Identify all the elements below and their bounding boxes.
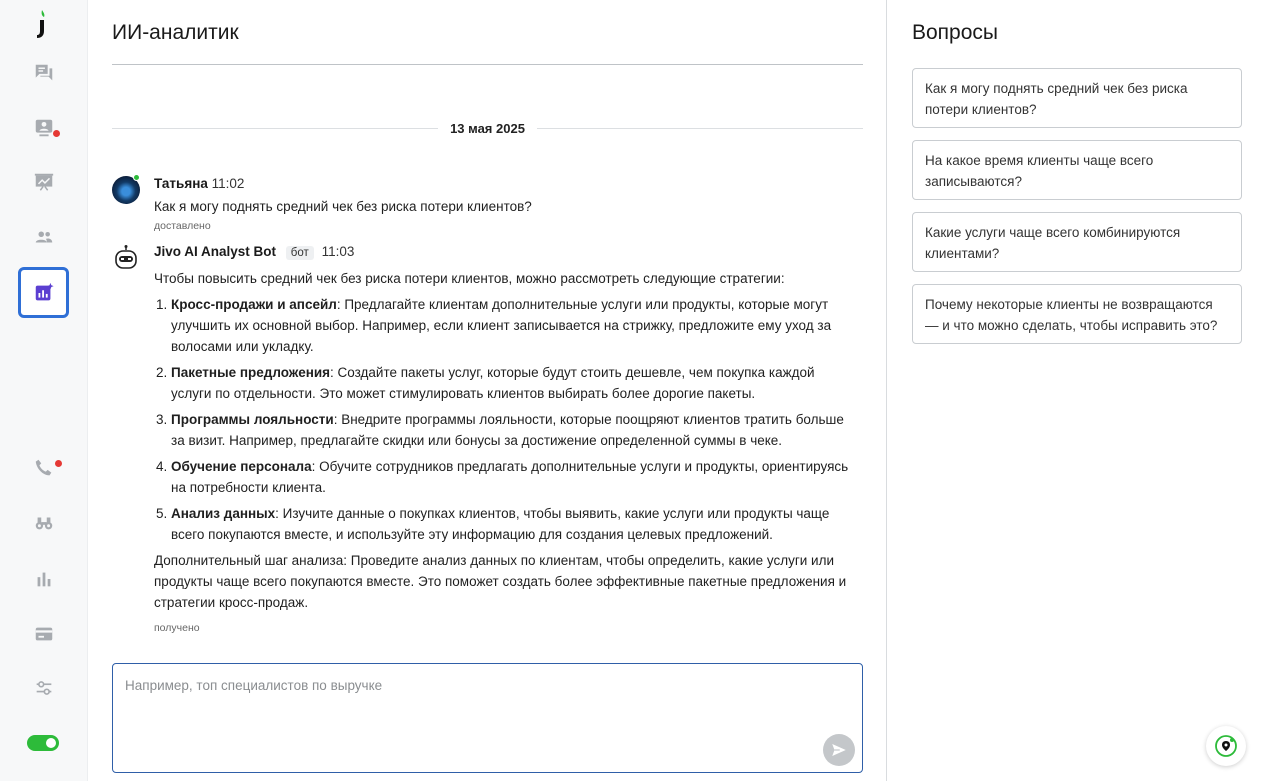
message-header [154, 244, 354, 260]
date-label: 13 мая 2025 [450, 120, 525, 136]
bot-message-body [154, 268, 854, 613]
nav-billing[interactable] [26, 618, 62, 650]
strategy-title: Обучение персонала [171, 459, 312, 474]
bot-avatar[interactable] [112, 244, 140, 272]
list-item [171, 294, 854, 357]
nav-chats[interactable] [26, 57, 62, 89]
page-title: ИИ-аналитик [112, 21, 239, 44]
nav-calls[interactable] [26, 452, 62, 484]
sidebar [0, 0, 88, 781]
list-item [171, 503, 854, 545]
settings-sliders-icon [33, 677, 55, 699]
bot-intro: Чтобы повысить средний чек без риска потери клиентов, можно рассмотреть следующие стратегии: [154, 271, 785, 286]
delivery-status: доставлено [154, 220, 211, 232]
bot-badge: бот [286, 246, 314, 260]
bot-outro: Дополнительный шаг анализа: Проведите анализ данных по клиентам, чтобы определить, какие услуги или продукты чаще всего покупаются вместе. Это поможет создать более эффективные пакетные предложения и стратегии кросс-продаж. [154, 553, 847, 610]
chats-icon [33, 62, 55, 84]
online-status-toggle[interactable] [27, 735, 59, 751]
nav-reports[interactable] [26, 563, 62, 595]
message-text: Как я могу поднять средний чек без риска потери клиентов? [154, 199, 532, 214]
list-item [171, 456, 854, 498]
question-card[interactable]: Какие услуги чаще всего комбинируются клиентами? [912, 212, 1242, 272]
strategy-title: Программы лояльности [171, 412, 334, 427]
message-header [154, 176, 244, 191]
delivery-status: получено [154, 622, 200, 634]
strategy-title: Кросс-продажи и апсейл [171, 297, 337, 312]
message-time: 11:02 [211, 176, 245, 191]
list-item [171, 362, 854, 404]
chat-area [88, 0, 887, 781]
author-name: Jivo AI Analyst Bot [154, 244, 277, 259]
strategy-title: Анализ данных [171, 506, 276, 521]
message-time: 11:03 [321, 244, 355, 259]
questions-panel [888, 0, 1262, 781]
title-divider [112, 64, 863, 65]
strategy-text: : Внедрите программы лояльности, которые поощряют клиентов тратить больше за визит. Например, предлагайте скидки или бонусы за достижение определенной суммы в чеке. [171, 412, 844, 448]
bar-chart-icon [33, 568, 55, 590]
help-widget-button[interactable] [1206, 726, 1246, 766]
list-item [171, 409, 854, 451]
strategy-text: : Предлагайте клиентам дополнительные услуги или продукты, которые могут улучшить их основной выбор. Например, если клиент записывается на стрижку, предложите ему уход за волосами или укладку. [171, 297, 832, 354]
author-name: Татьяна [154, 176, 208, 191]
message-input[interactable] [125, 678, 825, 693]
presentation-chart-icon [33, 171, 55, 193]
nav-presentation[interactable] [26, 166, 62, 198]
nav-ai-analyst[interactable] [18, 267, 69, 318]
message-composer[interactable] [112, 663, 863, 773]
send-button[interactable] [823, 734, 855, 766]
online-indicator [133, 174, 140, 181]
question-card[interactable]: Почему некоторые клиенты не возвращаются — и что можно сделать, чтобы исправить это? [912, 284, 1242, 344]
billing-card-icon [33, 623, 55, 645]
send-icon [830, 741, 848, 759]
nav-team[interactable] [26, 221, 62, 253]
nav-settings[interactable] [26, 672, 62, 704]
nav-monitoring[interactable] [26, 507, 62, 539]
calls-notification-dot [55, 460, 62, 467]
binoculars-icon [33, 512, 55, 534]
jivo-logo[interactable] [30, 8, 54, 40]
jivo-widget-icon [1213, 733, 1239, 759]
questions-title: Вопросы [912, 21, 999, 44]
question-card[interactable]: Как я могу поднять средний чек без риска потери клиентов? [912, 68, 1242, 128]
visitors-notification-dot [53, 130, 60, 137]
strategies-list [154, 294, 854, 545]
robot-icon [112, 244, 140, 272]
date-separator [112, 118, 863, 138]
nav-visitors[interactable] [26, 112, 62, 144]
team-icon [33, 226, 55, 248]
strategy-text: : Создайте пакеты услуг, которые будут стоить дешевле, чем покупка каждой услуги по отдельности. Это может стимулировать клиентов выбирать более дорогие пакеты. [171, 365, 815, 401]
visitors-icon [33, 117, 55, 139]
phone-icon [33, 457, 55, 479]
strategy-text: : Изучите данные о покупках клиентов, чтобы выявить, какие услуги или продукты чаще всего покупаются вместе, и используйте эту информацию для создания целевых предложений. [171, 506, 830, 542]
strategy-text: : Обучите сотрудников предлагать дополнительные услуги и продукты, ориентируясь на потребности клиента. [171, 459, 849, 495]
ai-analyst-icon [33, 282, 55, 304]
question-card[interactable]: На какое время клиенты чаще всего записываются? [912, 140, 1242, 200]
strategy-title: Пакетные предложения [171, 365, 331, 380]
